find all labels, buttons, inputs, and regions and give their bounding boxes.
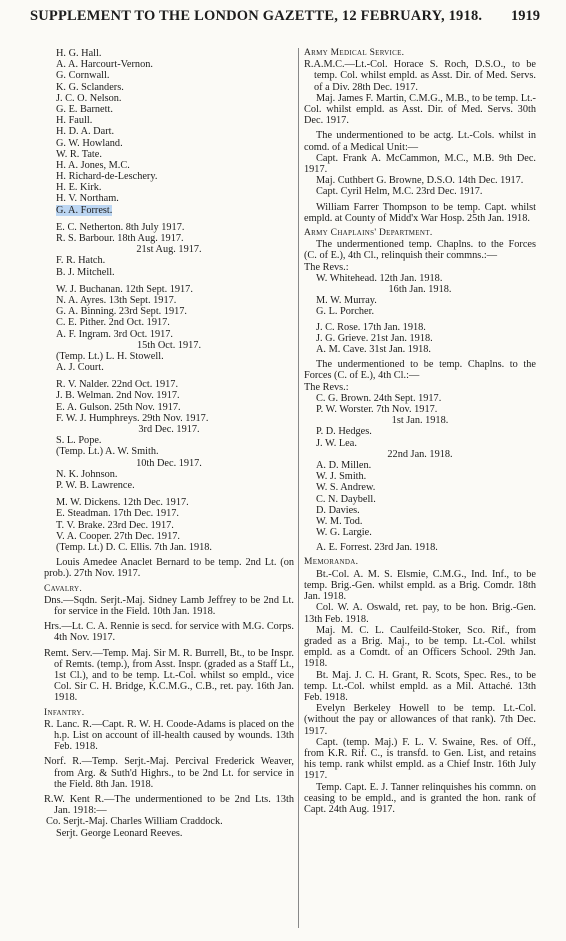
paragraph: Co. Serjt.-Maj. Charles William Craddock. [46, 816, 223, 828]
paragraph: Bt.-Col. A. M. S. Elsmie, C.M.G., Ind. Inf., to be temp. Brig.-Gen. whilst empld. as a Brig. Comdr. 18th Jan. 1918. [304, 568, 536, 603]
name-line: G. E. Barnett. [56, 103, 113, 115]
section-heading: Army Chaplains' Department. [304, 228, 433, 239]
paragraph: Remt. Serv.—Temp. Maj. Sir M. R. Burrell, Bt., to be Inspr. of Remts. (temp.), from Asst. Inspr. (graded as a Staff Lt., 1st Cl.), and to be temp. Lt.-Col. whilst so empld., vice Col. Sir C. H. Bridge, K.C.M.G., C.B., ret. pay. 16th Jan. 1918. [44, 647, 294, 704]
name-line: J. G. Grieve. 21st Jan. 1918. [316, 332, 433, 344]
name-line: A. M. Cave. 31st Jan. 1918. [316, 344, 431, 356]
name-line: H. V. Northam. [56, 193, 119, 205]
name-line: E. A. Gulson. 25th Nov. 1917. [56, 401, 181, 413]
right-column [304, 48, 536, 815]
paragraph: Maj. Cuthbert G. Browne, D.S.O. 14th Dec. 1917. [316, 175, 524, 187]
date-line: 10th Dec. 1917. [136, 457, 202, 469]
name-line: H. G. Hall. [56, 48, 102, 59]
name-line: P. W. B. Lawrence. [56, 480, 135, 491]
date-line: 3rd Dec. 1917. [138, 424, 200, 436]
name-line: G. L. Porcher. [316, 306, 375, 318]
paragraph: Maj. M. C. L. Caulfeild-Stoker, Sco. Rif., from graded as a Brig. Maj., to be temp. Lt.-Col. whilst empld. as a Comdt. of an Officers School. 29th Jan. 1918. [304, 624, 536, 670]
name-line: H. E. Kirk. [56, 182, 102, 194]
name-line: C. G. Brown. 24th Sept. 1917. [316, 392, 442, 404]
date-line: 1st Jan. 1918. [391, 415, 449, 427]
name-line: E. C. Netherton. 8th July 1917. [56, 221, 185, 233]
name-line: A. J. Court. [56, 362, 104, 374]
name-line: A. E. Forrest. 23rd Jan. 1918. [316, 542, 438, 554]
name-line: (Temp. Lt.) D. C. Ellis. 7th Jan. 1918. [56, 541, 213, 553]
name-line: (Temp. Lt.) L. H. Stowell. [56, 350, 164, 362]
name-line: A. D. Millen. [316, 459, 372, 471]
paragraph: Louis Amedee Anaclet Bernard to be temp. 2nd Lt. (on prob.). 27th Nov. 1917. [44, 557, 294, 580]
name-line: J. C. Rose. 17th Jan. 1918. [316, 321, 426, 333]
name-line: F. R. Hatch. [56, 255, 106, 267]
name-line: J. W. Lea. [316, 437, 357, 449]
label: The Revs.: [304, 381, 349, 393]
paragraph: Capt. (temp. Maj.) F. L. V. Swaine, Res. of Off., from K.R. Rif. C., is transfd. to Gen. List, and retains his temp. rank whilst empld. as a Chief Instr. 16th July 1917. [304, 736, 536, 782]
name-list [44, 469, 294, 491]
paragraph: Temp. Capt. E. J. Tanner relinquishes his commn. on ceasing to be empld., and is granted the hon. rank of Capt. 24th Aug. 1917. [304, 781, 536, 815]
name-line: G. Cornwall. [56, 70, 110, 82]
name-line: J. B. Welman. 2nd Nov. 1917. [56, 390, 180, 402]
paragraph: Serjt. George Leonard Reeves. [56, 827, 183, 839]
name-list [44, 351, 294, 373]
name-line: J. C. O. Nelson. [56, 92, 122, 104]
paragraph: R.A.M.C.—Lt.-Col. Horace S. Roch, D.S.O., to be temp. Col. whilst empld. as Asst. Dir. of Med. Servs. of a Div. 28th Dec. 1917. [304, 59, 536, 93]
name-line: C. N. Daybell. [316, 493, 376, 505]
name-line: W. G. Largie. [316, 527, 372, 539]
name-line [56, 205, 294, 216]
name-line: W. M. Tod. [316, 515, 363, 527]
name-list [44, 255, 294, 277]
name-line: B. J. Mitchell. [56, 266, 115, 278]
name-line: V. A. Cooper. 27th Dec. 1917. [56, 530, 180, 542]
paragraph: Dns.—Sqdn. Serjt.-Maj. Sidney Lamb Jeffrey to be 2nd Lt. for service in the Field. 10th Jan. 1918. [44, 594, 294, 617]
page-header [0, 8, 566, 30]
name-line: (Temp. Lt.) A. W. Smith. [56, 446, 159, 458]
name-line: P. D. Hedges. [316, 426, 372, 438]
paragraph: Hrs.—Lt. C. A. Rennie is secd. for service with M.G. Corps. 4th Nov. 1917. [44, 621, 294, 644]
name-line: H. A. Jones, M.C. [56, 159, 130, 171]
name-line: W. R. Tate. [56, 148, 102, 160]
date-line: 21st Aug. 1917. [136, 244, 202, 256]
highlighted-name: G. A. Forrest. [56, 204, 113, 216]
name-line: D. Davies. [316, 504, 360, 516]
name-line: T. V. Brake. 23rd Dec. 1917. [56, 519, 174, 531]
paragraph: The undermentioned to be actg. Lt.-Cols. whilst in comd. of a Medical Unit:— [304, 130, 536, 153]
name-line: W. Whitehead. 12th Jan. 1918. [316, 272, 443, 284]
section-heading: Cavalry. [44, 583, 83, 594]
name-list [304, 322, 536, 356]
name-line: H. Richard-de-Leschery. [56, 171, 158, 183]
date-line: 16th Jan. 1918. [388, 284, 452, 296]
paragraph: R.W. Kent R.—The undermentioned to be 2nd Lts. 13th Jan. 1918:— [44, 793, 294, 817]
name-line: E. Steadman. 17th Dec. 1917. [56, 508, 179, 520]
name-line: F. W. J. Humphreys. 29th Nov. 1917. [56, 412, 209, 424]
name-line: P. W. Worster. 7th Nov. 1917. [316, 404, 438, 415]
name-list [304, 426, 536, 448]
name-line: G. A. Binning. 23rd Sept. 1917. [56, 306, 188, 318]
name-list [44, 222, 294, 244]
paragraph: The undermentioned to be temp. Chaplns. to the Forces (C. of E.), 4th Cl.:— [304, 359, 536, 382]
name-line: W. J. Smith. [316, 471, 367, 483]
name-line: W. S. Andrew. [316, 482, 376, 494]
name-list [44, 435, 294, 457]
name-list [304, 295, 536, 317]
name-line: H. Faull. [56, 115, 93, 127]
name-line: M. W. Murray. [316, 295, 377, 307]
paragraph: Col. W. A. Oswald, ret. pay, to be hon. Brig.-Gen. 13th Feb. 1918. [304, 602, 536, 625]
name-line: G. W. Howland. [56, 137, 123, 149]
name-line: M. W. Dickens. 12th Dec. 1917. [56, 497, 189, 509]
paragraph: R. Lanc. R.—Capt. R. W. H. Coode-Adams is placed on the h.p. List on account of ill-health caused by wounds. 13th Feb. 1918. [44, 718, 294, 753]
name-list [44, 497, 294, 553]
paragraph: William Farrer Thompson to be temp. Capt. whilst empld. at County of Midd'x War Hosp. 25th Jan. 1918. [304, 201, 536, 224]
name-line: S. L. Pope. [56, 435, 102, 447]
name-list [44, 379, 294, 424]
paragraph: Capt. Frank A. McCammon, M.C., M.B. 9th Dec. 1917. [304, 152, 536, 176]
name-line: H. D. A. Dart. [56, 126, 115, 138]
paragraph: The undermentioned temp. Chaplns. to the Forces (C. of E.), 4th Cl., relinquish their commns.:— [304, 239, 536, 262]
name-line: C. E. Pither. 2nd Oct. 1917. [56, 317, 170, 329]
name-line: N. K. Johnson. [56, 468, 118, 480]
name-list [304, 460, 536, 538]
name-list [304, 393, 536, 415]
section-heading: Infantry. [44, 707, 85, 718]
name-line: A. F. Ingram. 3rd Oct. 1917. [56, 328, 174, 340]
section-heading: Army Medical Service. [304, 48, 405, 58]
paragraph: Bt. Maj. J. C. H. Grant, R. Scots, Spec. Res., to be temp. Lt.-Col. whilst empld. as a Mil. Attaché. 13th Feb. 1918. [304, 669, 536, 703]
section-heading: Memoranda. [304, 557, 359, 568]
paragraph: Maj. James F. Martin, C.M.G., M.B., to be temp. Lt.-Col. whilst empld. as Asst. Dir. of Med. Servs. 30th Dec. 1917. [304, 92, 536, 127]
name-line: R. V. Nalder. 22nd Oct. 1917. [56, 379, 179, 391]
name-line: R. S. Barbour. 18th Aug. 1917. [56, 233, 184, 244]
label: The Revs.: [304, 261, 349, 273]
name-list [44, 284, 294, 340]
name-list [44, 48, 294, 216]
left-column [44, 48, 294, 839]
page-title: SUPPLEMENT TO THE LONDON GAZETTE, 12 FEBRUARY, 1918. [30, 8, 483, 24]
date-line: 22nd Jan. 1918. [387, 448, 453, 460]
date-line: 15th Oct. 1917. [136, 339, 202, 351]
paragraph: Capt. Cyril Helm, M.C. 23rd Dec. 1917. [316, 186, 483, 198]
paragraph: Evelyn Berkeley Howell to be temp. Lt.-Col. (without the pay or allowances of that rank). 7th Dec. 1917. [304, 703, 536, 737]
name-line: W. J. Buchanan. 12th Sept. 1917. [56, 283, 193, 295]
page-number: 1919 [511, 8, 540, 24]
name-line: A. A. Harcourt-Vernon. [56, 59, 153, 71]
column-divider [298, 48, 299, 928]
paragraph: Norf. R.—Temp. Serjt.-Maj. Percival Frederick Weaver, from Arg. & Suth'd Highrs., to be 2nd Lt. for service in the Field. 8th Jan. 1918. [44, 756, 294, 790]
name-line: K. G. Sclanders. [56, 81, 124, 93]
name-line: N. A. Ayres. 13th Sept. 1917. [56, 294, 177, 306]
